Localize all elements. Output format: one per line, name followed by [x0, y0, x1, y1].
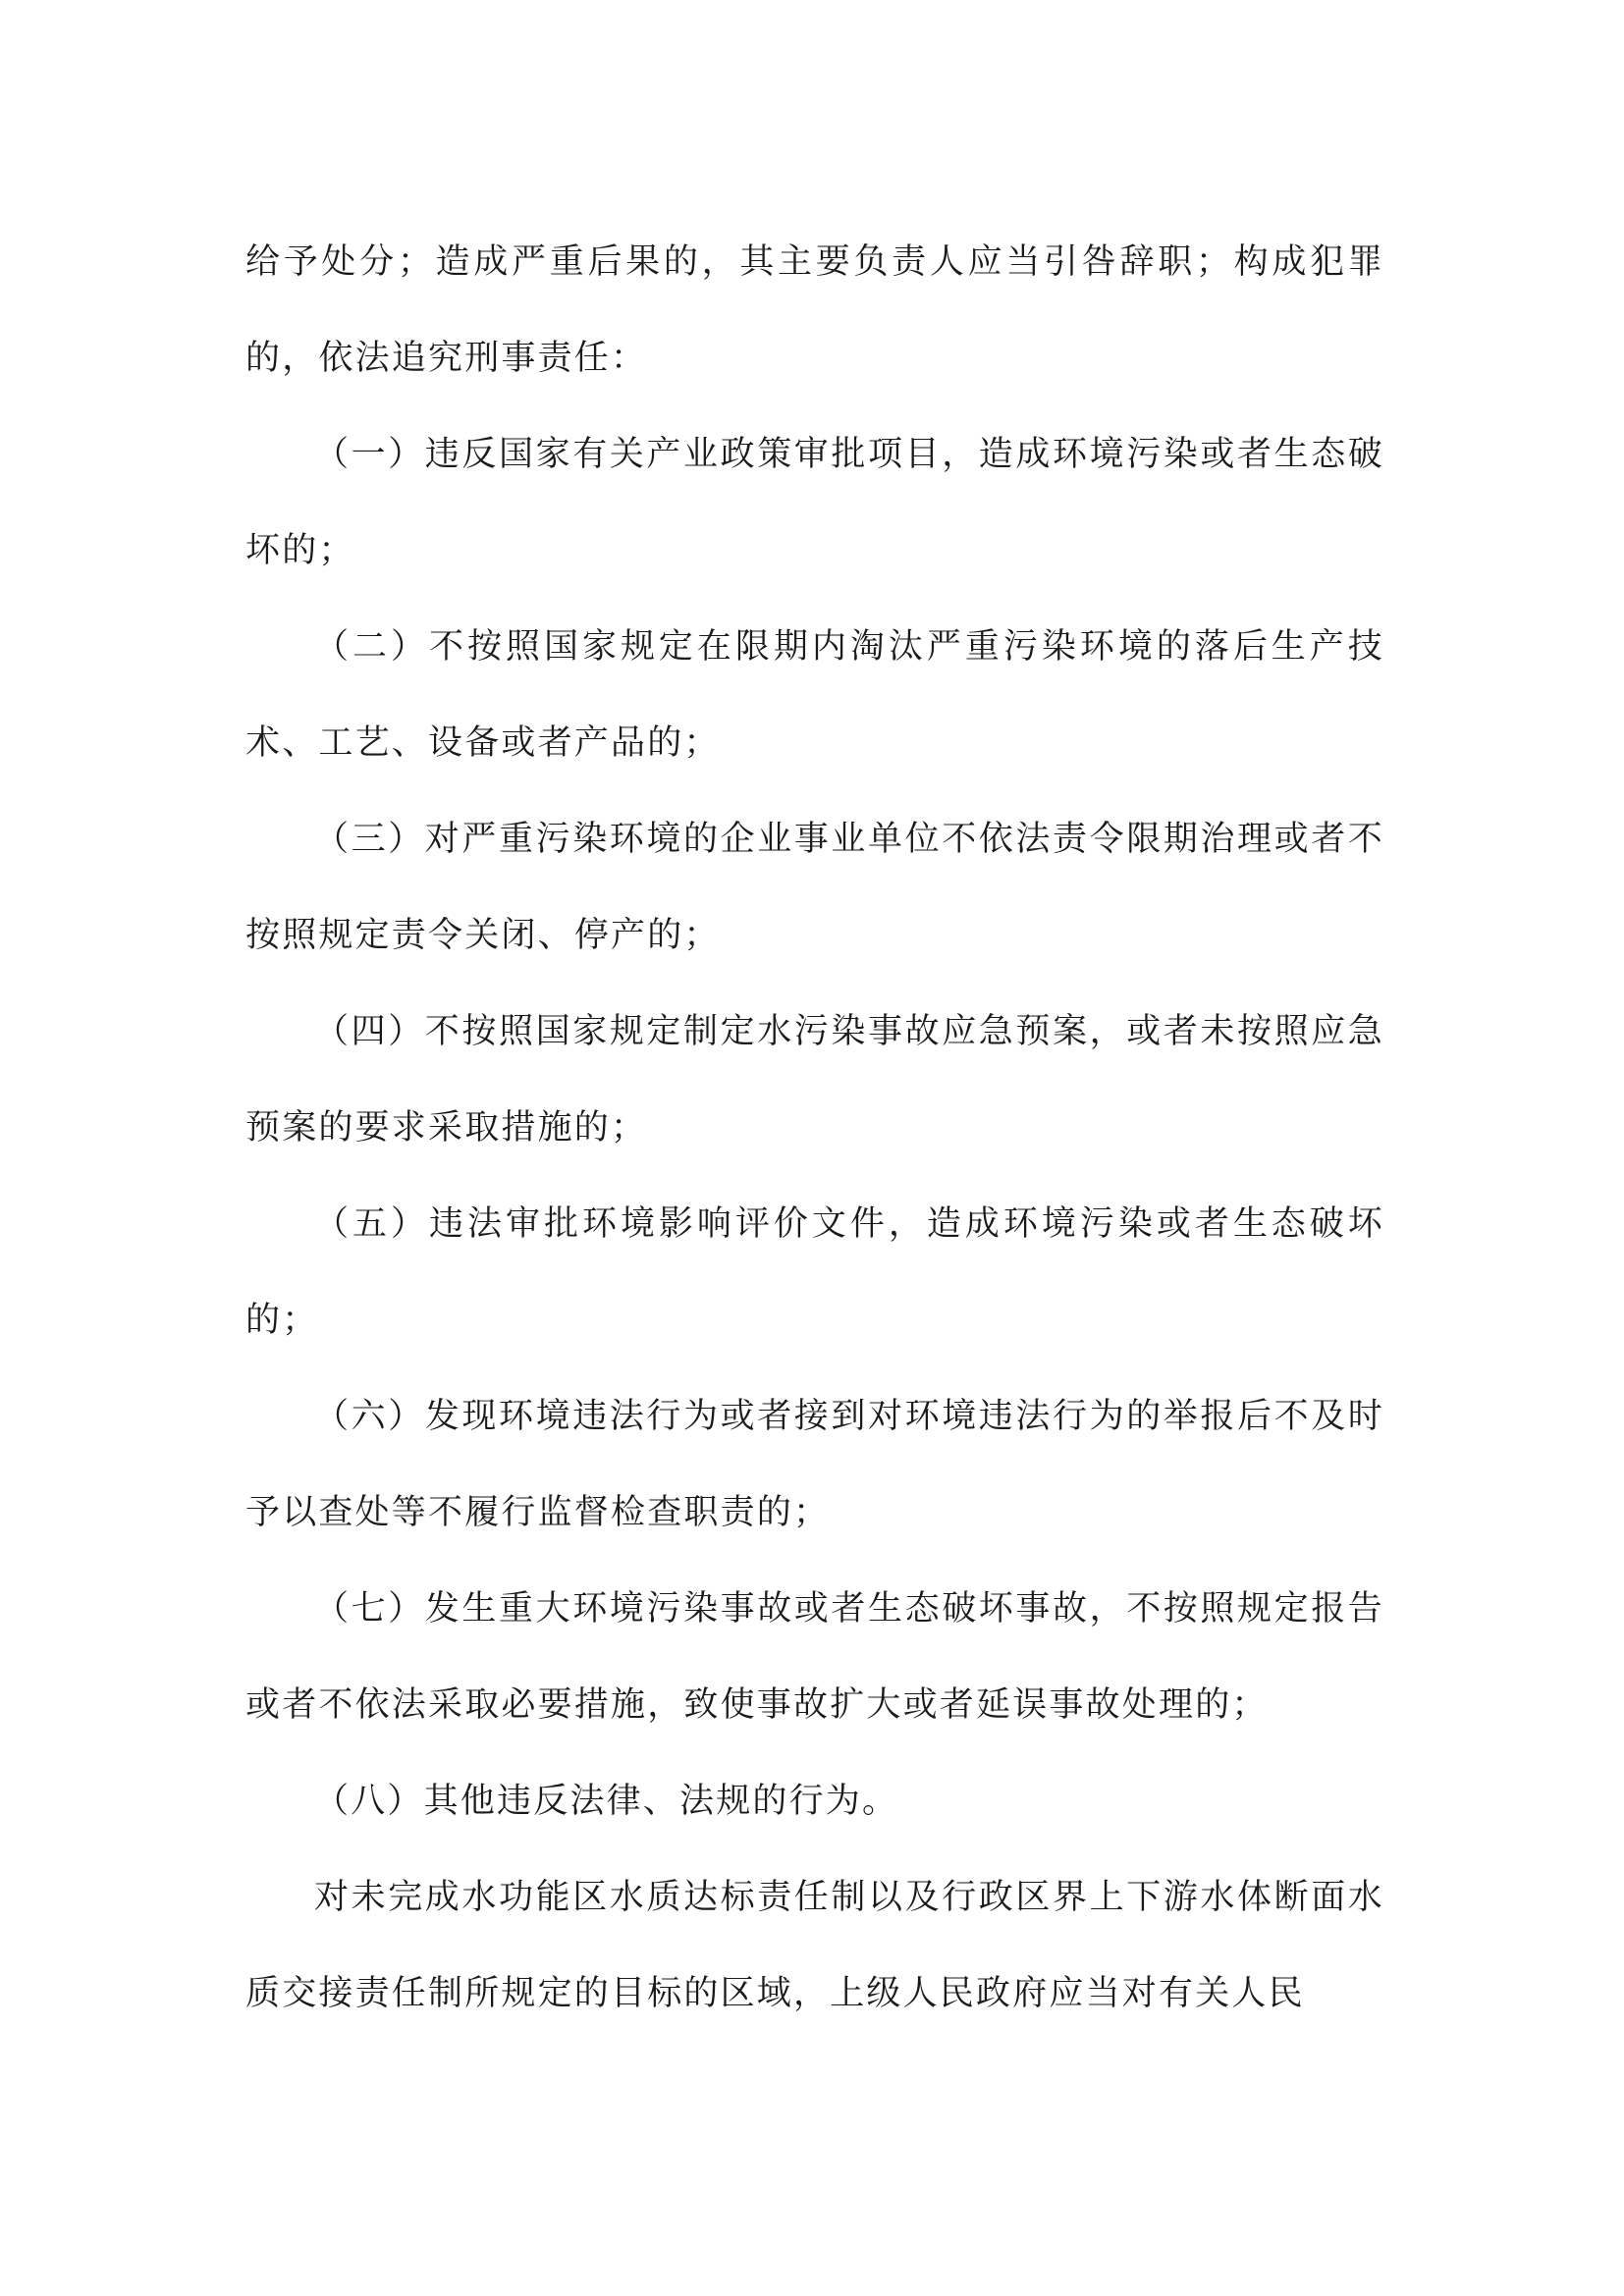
clause-6: （六）发现环境违法行为或者接到对环境违法行为的举报后不及时予以查处等不履行监督检查职责的； — [245, 1397, 1384, 1532]
document-body — [245, 214, 1384, 2042]
clause-7: （七）发生重大环境污染事故或者生态破坏事故，不按照规定报告或者不依法采取必要措施，致使事故扩大或者延误事故处理的； — [245, 1589, 1384, 1725]
paragraph-region-responsibility: 对未完成水功能区水质达标责任制以及行政区界上下游水体断面水质交接责任制所规定的目标的区域，上级人民政府应当对有关人民 — [245, 1878, 1384, 2013]
clause-3: （三）对严重污染环境的企业事业单位不依法责令限期治理或者不按照规定责令关闭、停产的； — [245, 820, 1384, 955]
clause-1: （一）违反国家有关产业政策审批项目，造成环境污染或者生态破坏的； — [245, 435, 1384, 570]
clause-5: （五）违法审批环境影响评价文件，造成环境污染或者生态破坏的； — [245, 1204, 1384, 1340]
clause-8: （八）其他违反法律、法规的行为。 — [314, 1782, 899, 1821]
clause-2: （二）不按照国家规定在限期内淘汰严重污染环境的落后生产技术、工艺、设备或者产品的； — [245, 627, 1384, 763]
paragraph-continuation: 给予处分；造成严重后果的，其主要负责人应当引咎辞职；构成犯罪的，依法追究刑事责任： — [245, 242, 1384, 378]
clause-4: （四）不按照国家规定制定水污染事故应急预案，或者未按照应急预案的要求采取措施的； — [245, 1012, 1384, 1148]
